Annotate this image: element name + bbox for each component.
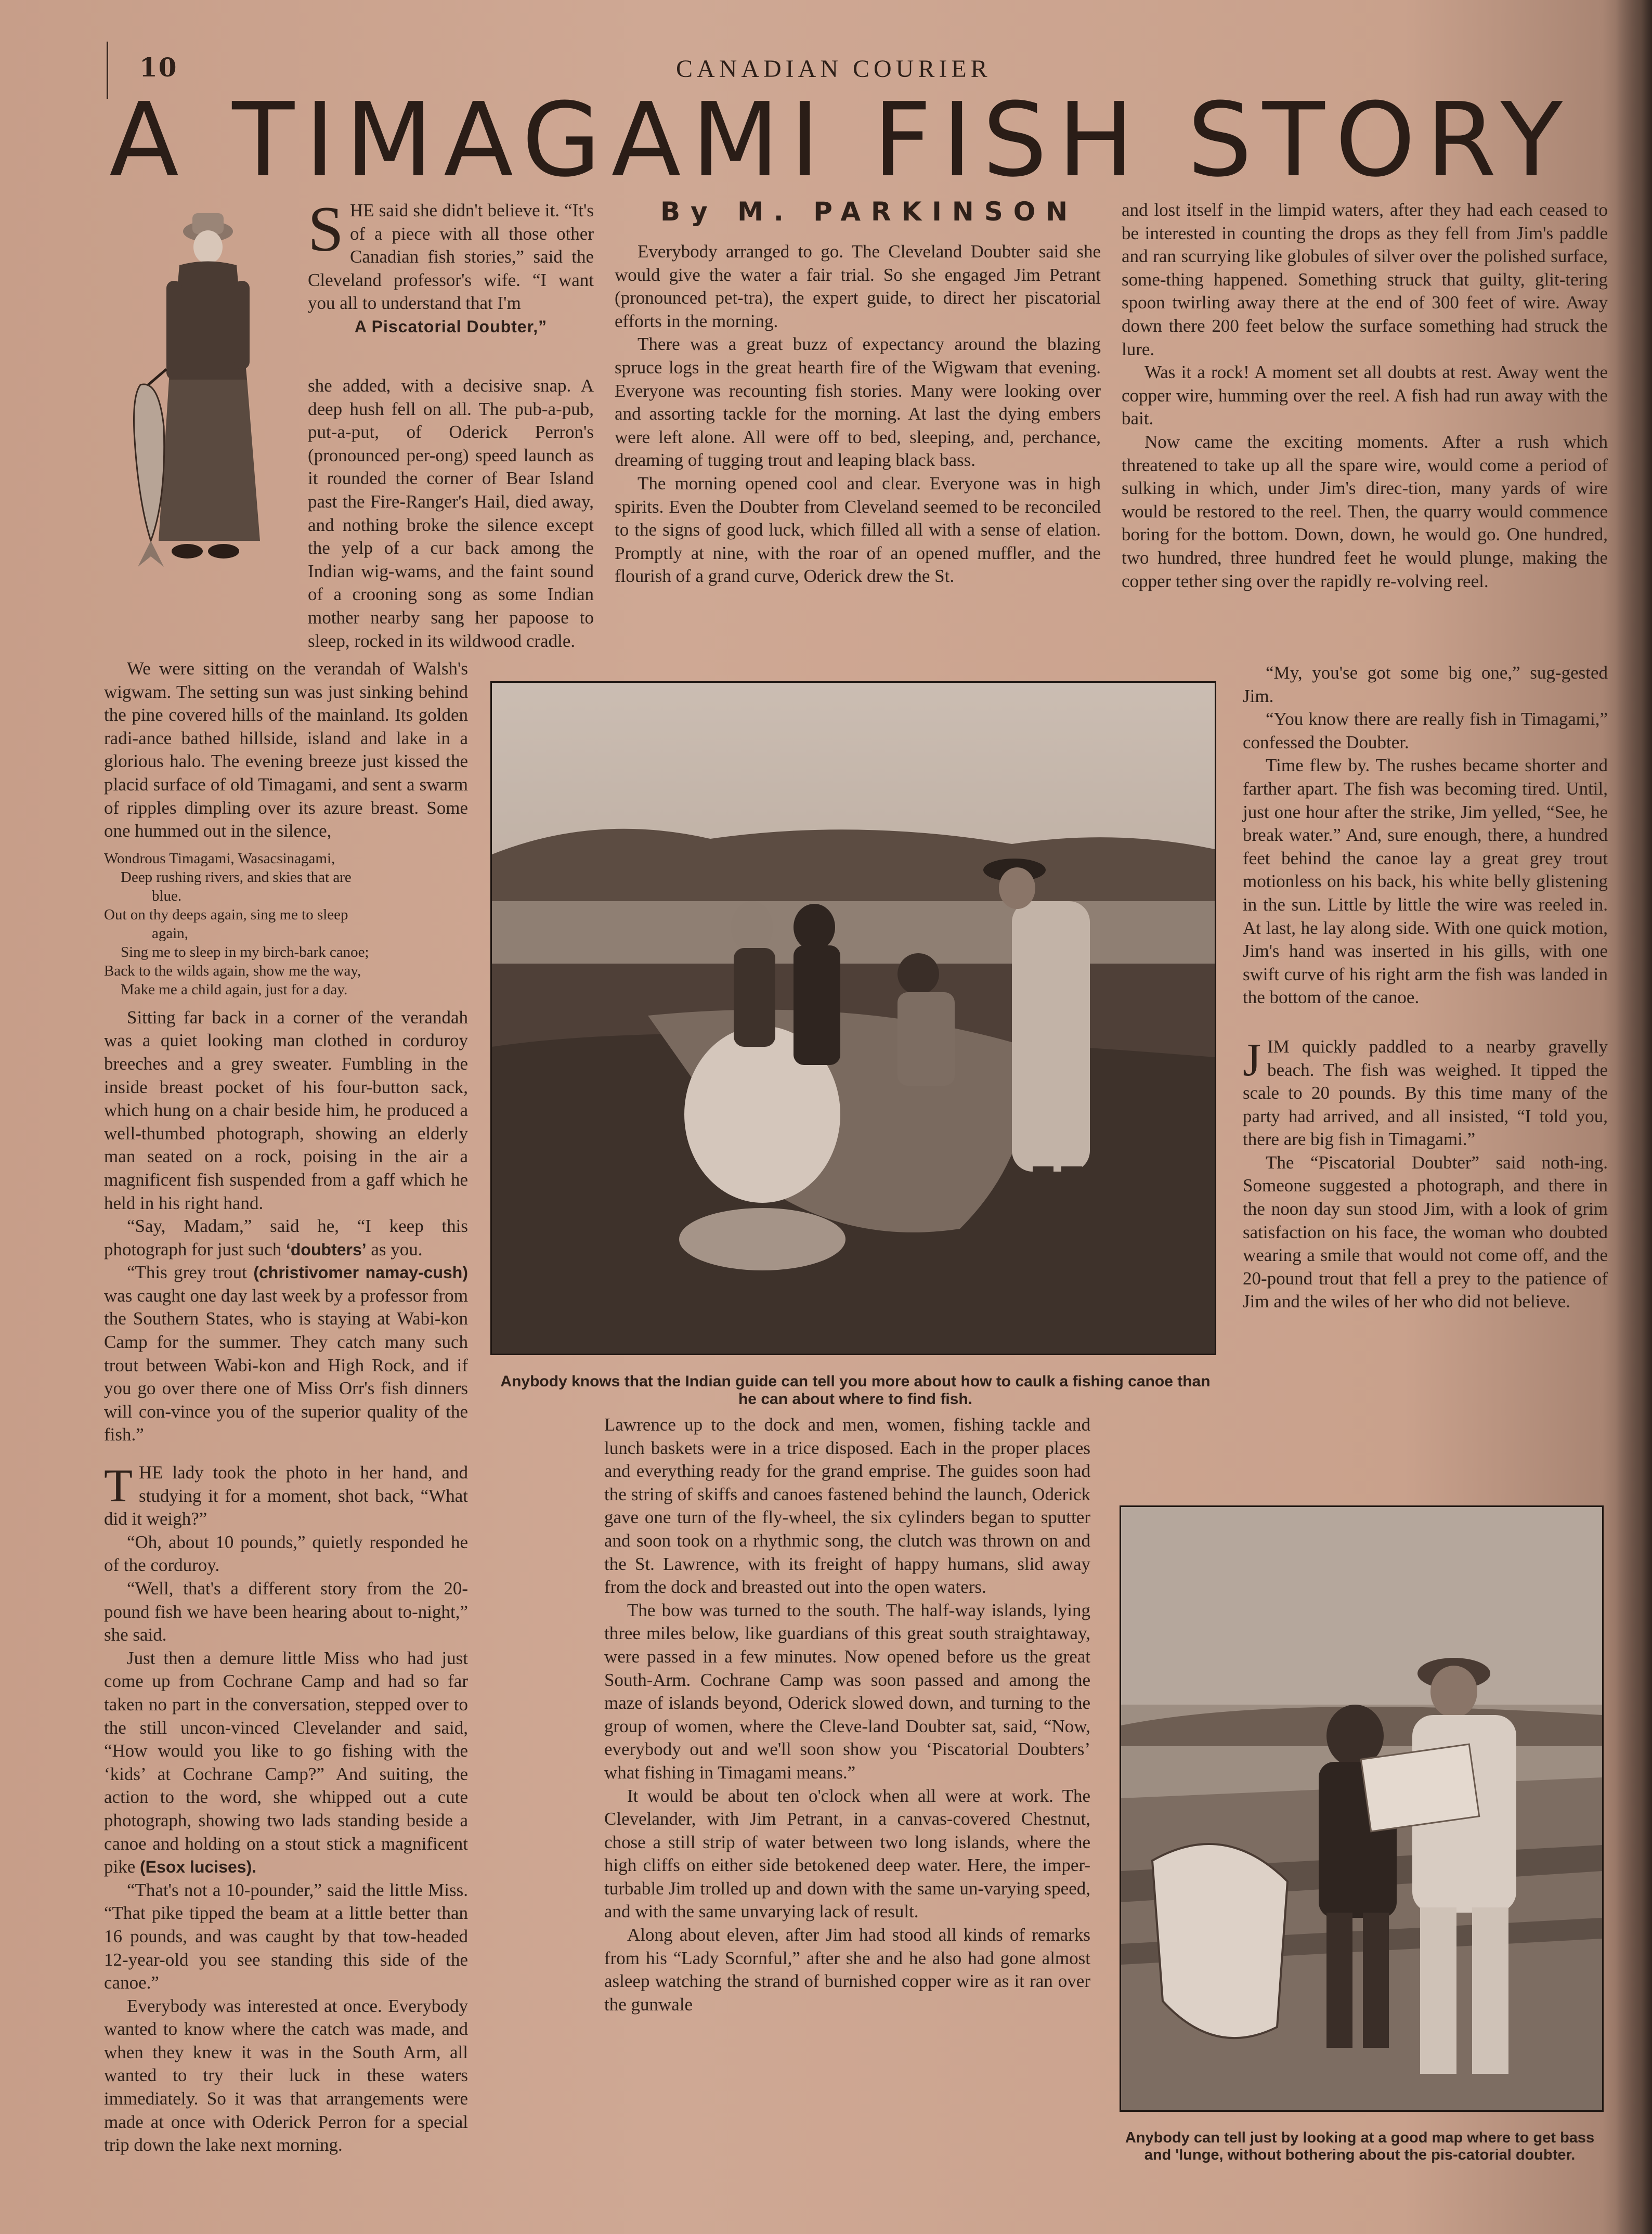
paragraph: [104, 1461, 468, 1531]
paragraph: Sitting far back in a corner of the verandah was a quiet looking man clothed in corduroy breeches and a grey sweater. Fumbling in the inside breast pocket of his four-button sack, which hung on a chair beside him, he produced a well-thumbed photograph, showing an elderly man seated on a rock, poising in the air a magnificent fish suspended from a gaff which he held in his right hand.: [104, 1007, 468, 1213]
text-run: IM quickly paddled to a nearby gravelly beach. The fish was weighed. It tipped the scale to 20 pounds. By this time many of the party had arrived, and all insisted, “I told you, there are big fish in Timagami.”: [1243, 1036, 1608, 1150]
paragraph: [1243, 1035, 1608, 1151]
bold-run: (Esox lucises).: [140, 1858, 257, 1877]
photo-caulking-canoe-image: [492, 683, 1215, 1354]
paragraph: “That's not a 10-pounder,” said the little Miss. “That pike tipped the beam at a little better than 16 pounds, and was caught by that tow-headed 12-year-old you see standing this side of the canoe.”: [104, 1879, 468, 1993]
poem-line: Wondrous Timagami, Wasacsinagami,: [104, 850, 335, 867]
woman-with-fish-illustration: [109, 208, 286, 572]
column-2-lower: [604, 1413, 1090, 2016]
poem: [104, 849, 468, 999]
column-3-upper: [1122, 199, 1608, 593]
paragraph: “Oh, about 10 pounds,” quietly responded he of the corduroy.: [104, 1531, 468, 1576]
paragraph: The morning opened cool and clear. Everyone was in high spirits. Even the Doubter from Cleveland seemed to be reconciled to the signs of good luck, which filled all with a sense of elation. Promptly at nine, with the roar of an opened muffler, and the flourish of a grand curve, Oderick drew the St.: [615, 473, 1101, 587]
paragraph: Was it a rock! A moment set all doubts at rest. Away went the copper wire, humming over the reel. A fish had run away with the bait.: [1122, 362, 1608, 429]
paragraph: Along about eleven, after Jim had stood all kinds of remarks from his “Lady Scornful,” after she and he also had gone almost asleep watching the strand of burnished copper wire as it ran over the gunwale: [604, 1925, 1090, 2015]
paragraph: Time flew by. The rushes became shorter and farther apart. The fish was becoming tired. Until, just one hour after the strike, Jim yelled, “See, he break water.” And, sure enough, there, a hundred feet behind the canoe lay a great grey trout motionless on his back, his white belly glistening in the sun. Little by little the wire was reeled in. At last, he lay along side. With one quick motion, Jim's hand was inserted in his gills, with one swift curve of his right arm the fish was landed in the bottom of the canoe.: [1243, 755, 1608, 1008]
column-2-upper: [615, 240, 1101, 588]
column-1-continued: [308, 374, 594, 653]
dropcap-t: T: [104, 1460, 133, 1512]
paragraph: “My, you'se got some big one,” sug-gested Jim.: [1243, 663, 1608, 706]
column-3-narrow: [1243, 661, 1608, 1314]
poem-line: Back to the wilds again, show me the way,: [104, 962, 361, 979]
poem-line: blue.: [152, 887, 182, 904]
text-run: HE lady took the photo in her hand, and studying it for a moment, shot back, “What did it weigh?”: [104, 1462, 468, 1529]
dropcap-j: J: [1243, 1034, 1261, 1086]
binding-shadow: [1616, 0, 1652, 2234]
caption-photo-1: Anybody knows that the Indian guide can tell you more about how to caulk a fishing canoe than he can about where to find fish.: [500, 1373, 1211, 1408]
paragraph: Everybody arranged to go. The Cleveland Doubter said she would give the water a fair trial. So she engaged Jim Petrant (pronounced pet-tra), the expert guide, to direct her piscatorial efforts in the morning.: [615, 241, 1101, 331]
paragraph: [104, 1261, 468, 1447]
paragraph: There was a great buzz of expectancy around the blazing spruce logs in the great hearth fire of the Wigwam that evening. Everyone was recounting fish stories. Many were looking over and assorting tackle for the morning. At last the dying embers were left alone. All were off to bed, sleeping, and, perchance, dreaming of tugging trout and leaping black bass.: [615, 334, 1101, 471]
dropcap-s: S: [308, 193, 344, 265]
intro-text: HE said she didn't believe it. “It's of a piece with all those other Canadian fish stories,” said the Cleveland professor's wife. “I want you all to understand that I'm: [308, 200, 594, 314]
text-run: as you.: [371, 1239, 423, 1259]
paragraph: We were sitting on the verandah of Walsh's wigwam. The setting sun was just sinking behind the pine covered hills of the mainland. Its golden radi-ance bathed hillside, island and lake in a glorious halo. The evening breeze just kissed the placid surface of old Timagami, and sent a swarm of ripples dimpling over its azure breast. Some one hummed out in the silence,: [104, 658, 468, 841]
column-1-lower: [104, 657, 468, 2157]
byline: By M. PARKINSON: [660, 197, 1078, 227]
photo-caulking-canoe: [490, 681, 1216, 1355]
poem-line: Out on thy deeps again, sing me to sleep: [104, 906, 348, 923]
bold-run: ‘doubters’: [285, 1240, 367, 1259]
running-head: CANADIAN COURIER: [676, 55, 992, 83]
margin-rule: [107, 42, 108, 99]
woman-figure: [159, 213, 260, 558]
paragraph: It would be about ten o'clock when all were at work. The Clevelander, with Jim Petrant, in a canvas-covered Chestnut, chose a still strip of water between two long islands, where the high cliffs on either side betokened deep water. Here, the imper-turbable Jim trolled up and down with the same un-varying speed, and with the same unvarying lack of result.: [604, 1785, 1090, 1922]
paragraph: Lawrence up to the dock and men, women, fishing tackle and lunch baskets were in a trice disposed. Each in the proper places and everything ready for the grand emprise. The guides soon had the string of skiffs and canoes fastened behind the launch, Oderick gave one turn of the fly-wheel, the six cylinders began to sputter and soon took on a rhythmic song, the clutch was thrown on and the St. Lawrence, with its freight of happy humans, slid away from the dock and breasted out into the open waters.: [604, 1414, 1090, 1597]
column-1-intro: [308, 193, 594, 339]
caption-photo-2: Anybody can tell just by looking at a good map where to get bass and 'lunge, without bothering about the pis-catorial doubter.: [1125, 2129, 1595, 2163]
paragraph: [104, 1215, 468, 1261]
poem-line: Sing me to sleep in my birch-bark canoe;: [121, 943, 369, 960]
bold-run: (christivomer namay-cush): [253, 1263, 468, 1282]
text-run: Just then a demure little Miss who had just come up from Cochrane Camp and had so far taken no part in the conversation, stepped over to the still uncon-vinced Clevelander and said, “How would you like to go fishing with the ‘kids’ at Cochrane Camp?” And suiting, the action to the word, she whipped out a cute photograph, showing two lads standing beside a canoe and holding on a stout stick a magnificent pike: [104, 1647, 468, 1877]
poem-line: again,: [152, 925, 189, 942]
paragraph: [104, 1647, 468, 1879]
poem-line: Make me a child again, just for a day.: [121, 981, 348, 998]
text-run: “Say, Madam,” said he, “I keep this photograph for just such: [104, 1216, 468, 1259]
paragraph: Now came the exciting moments. After a rush which threatened to take up all the spare wire, would come a period of sulking in which, under Jim's direc-tion, many yards of wire would be restored to the reel. Then, the quarry would commence boring for the bottom. Down, down, he would go. One hundred, two hundred, three hundred feet he would plunge, making the copper tether sing over the rapidly re-volving reel.: [1122, 431, 1608, 591]
page-number: 10: [139, 52, 178, 83]
paragraph: she added, with a decisive snap. A deep hush fell on all. The pub-a-pub, put-a-put, of Oderick Perron's (pronounced per-ong) speed launch as it rounded the corner of Bear Island past the Fire-Ranger's Hail, died away, and nothing broke the silence except the yelp of a cur back among the Indian wig-wams, and the faint sound of a crooning song as some Indian mother nearby sang her papoose to sleep, rocked in its wildwood cradle.: [308, 375, 594, 651]
sub-head-piscatorial-doubter: A Piscatorial Doubter,”: [354, 317, 548, 336]
paragraph: The “Piscatorial Doubter” said noth-ing. Someone suggested a photograph, and there in the noon day sun stood Jim, with a look of grim satisfaction on his face, the woman who doubted wearing a smile that would not come off, and the 20-pound trout that fell a prey to the patience of Jim and the wiles of her who did not believe.: [1243, 1152, 1608, 1312]
paragraph: The bow was turned to the south. The half-way islands, lying three miles below, like guardians of this great south straightaway, were passed in a few minutes. Now opened before us the great South-Arm. Cochrane Camp was soon passed and among the maze of islands beyond, Oderick slowed down, and turning to the group of women, where the Cleve-land Doubter sat, said, “Now, everybody out and we'll soon show you ‘Piscatorial Doubters’ what fishing in Timagami means.”: [604, 1600, 1090, 1783]
photo-men-with-map-image: [1121, 1507, 1602, 2110]
text-run: “This grey trout: [127, 1262, 247, 1283]
paragraph: Everybody was interested at once. Everybody wanted to know where the catch was made, and when they knew it was in the South Arm, all wanted to try their luck in these waters immediately. So it was that arrangements were made at once with Oderick Perron for a special trip down the lake next morning.: [104, 1995, 468, 2155]
paragraph: “Well, that's a different story from the 20-pound fish we have been hearing about to-night,” she said.: [104, 1578, 468, 1645]
text-run: was caught one day last week by a professor from the Southern States, who is staying at Wabi-kon Camp for the summer. They catch many such trout between Wabi-kon and High Rock, and if you go over there one of Miss Orr's fish dinners will con-vince you of the superior quality of the fish.”: [104, 1285, 468, 1445]
paragraph: and lost itself in the limpid waters, after they had each ceased to be interested in counting the drops as they fell from Jim's paddle and ran scurrying like globules of silver over the polished surface, some-thing happened. Something struck that guilty, glit-tering spoon twirling away there at the end of 300 feet of wire. Away down there 200 feet below the surface something had struck the lure.: [1122, 200, 1608, 359]
poem-line: Deep rushing rivers, and skies that are: [121, 868, 352, 886]
page-title: A TIMAGAMI FISH STORY: [109, 81, 1573, 200]
paragraph: “You know there are really fish in Timagami,” confessed the Doubter.: [1243, 709, 1608, 752]
photo-men-with-map: [1120, 1505, 1604, 2112]
